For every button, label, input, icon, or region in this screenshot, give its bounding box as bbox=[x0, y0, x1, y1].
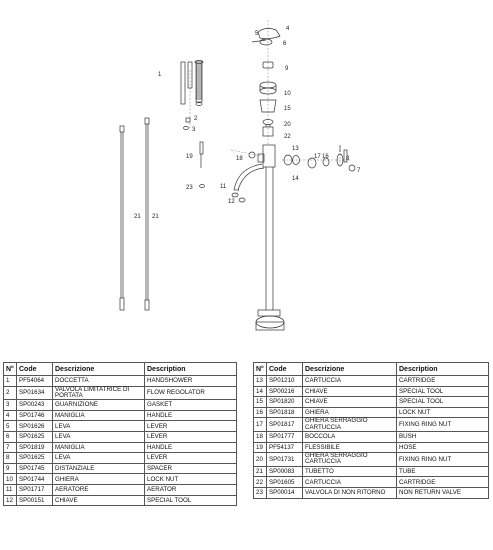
callout-19: 19 bbox=[186, 154, 193, 160]
spout bbox=[238, 168, 264, 190]
part-description: LOCK NUT bbox=[145, 474, 237, 485]
callout-21b: 21 bbox=[152, 214, 159, 220]
table-row bbox=[254, 442, 489, 453]
part-descrizione: GHIERA SERRAGGIO CARTUCCIA bbox=[303, 453, 397, 467]
part-number: 18 bbox=[254, 431, 267, 442]
part-code: SP01731 bbox=[267, 453, 303, 467]
table-row bbox=[254, 418, 489, 432]
part-code: SP00243 bbox=[17, 400, 53, 411]
callout-17: 17 bbox=[314, 154, 321, 160]
table-row bbox=[254, 477, 489, 488]
part-code: SP01744 bbox=[17, 474, 53, 485]
callout-8: 8 bbox=[346, 156, 350, 162]
callout-6: 6 bbox=[283, 41, 287, 47]
table-row bbox=[254, 407, 489, 418]
part-number: 14 bbox=[254, 386, 267, 397]
table-row bbox=[4, 386, 237, 400]
part-number: 17 bbox=[254, 418, 267, 432]
part-number: 16 bbox=[254, 407, 267, 418]
col-header-code: Code bbox=[267, 363, 303, 376]
table-row bbox=[4, 463, 237, 474]
part-description: TUBE bbox=[397, 466, 489, 477]
part-number: 11 bbox=[4, 484, 17, 495]
part-code: SP01818 bbox=[267, 407, 303, 418]
mixer-body bbox=[263, 145, 275, 167]
part-description: HOSE bbox=[397, 442, 489, 453]
part-code: SP01210 bbox=[267, 376, 303, 387]
part-descrizione: GHIERA bbox=[53, 474, 145, 485]
part-number: 1 bbox=[4, 376, 17, 387]
part-code: SP01625 bbox=[17, 453, 53, 464]
lever-5 bbox=[252, 40, 266, 42]
table-row bbox=[4, 442, 237, 453]
part-description: SPECIAL TOOL bbox=[397, 397, 489, 408]
part-description: AERATOR bbox=[145, 484, 237, 495]
part-code: SP01626 bbox=[17, 421, 53, 432]
part-descrizione: LEVA bbox=[53, 421, 145, 432]
part-description: FIXING RING NUT bbox=[397, 453, 489, 467]
part-descrizione: GHIERA bbox=[303, 407, 397, 418]
part-number: 23 bbox=[254, 487, 267, 498]
part-code: SP00083 bbox=[267, 466, 303, 477]
part-descrizione: DOCCETTA bbox=[53, 376, 145, 387]
callout-5: 5 bbox=[255, 31, 259, 37]
part-descrizione: CHIAVE bbox=[303, 386, 397, 397]
callout-22: 22 bbox=[284, 134, 291, 140]
part-code: SP01605 bbox=[267, 477, 303, 488]
table-row bbox=[4, 421, 237, 432]
table-header-row bbox=[4, 363, 237, 376]
part-descrizione: LEVA bbox=[53, 453, 145, 464]
part-description: HANDLE bbox=[145, 410, 237, 421]
callout-3: 3 bbox=[192, 127, 196, 133]
part-descrizione: CARTUCCIA bbox=[303, 376, 397, 387]
callout-11: 11 bbox=[220, 184, 227, 190]
callout-2: 2 bbox=[194, 116, 198, 122]
handle-4 bbox=[258, 28, 280, 38]
part-description: CARTRIDGE bbox=[397, 477, 489, 488]
part-description: HANDSHOWER bbox=[145, 376, 237, 387]
table-row bbox=[4, 376, 237, 387]
part-description: SPECIAL TOOL bbox=[397, 386, 489, 397]
part-code: PF54064 bbox=[17, 376, 53, 387]
part-code: SP01817 bbox=[267, 418, 303, 432]
table-row bbox=[4, 453, 237, 464]
part-number: 8 bbox=[4, 453, 17, 464]
part-description: HANDLE bbox=[145, 442, 237, 453]
part-descrizione: AERATORE bbox=[53, 484, 145, 495]
part-code: SP00216 bbox=[267, 386, 303, 397]
part-number: 13 bbox=[254, 376, 267, 387]
part-code: SP00151 bbox=[17, 495, 53, 506]
col-header-description: Description bbox=[145, 363, 237, 376]
part-number: 5 bbox=[4, 421, 17, 432]
part-code: SP01746 bbox=[17, 410, 53, 421]
part-descrizione: CARTUCCIA bbox=[303, 477, 397, 488]
table-row bbox=[4, 495, 237, 506]
part-description: LOCK NUT bbox=[397, 407, 489, 418]
part-descrizione: CHIAVE bbox=[303, 397, 397, 408]
part-descrizione: GUARNIZIONE bbox=[53, 400, 145, 411]
part-number: 7 bbox=[4, 442, 17, 453]
part-number: 9 bbox=[4, 463, 17, 474]
table-row bbox=[254, 431, 489, 442]
callout-15: 15 bbox=[284, 106, 291, 112]
part-code: SP01625 bbox=[17, 431, 53, 442]
part-description: BUSH bbox=[397, 431, 489, 442]
callout-7: 7 bbox=[357, 168, 361, 174]
callout-18: 18 bbox=[236, 156, 243, 162]
col-header-descrizione: Descrizione bbox=[53, 363, 145, 376]
part-description: LEVER bbox=[145, 431, 237, 442]
part-number: 21 bbox=[254, 466, 267, 477]
col-header-code: Code bbox=[17, 363, 53, 376]
part-code: SP01820 bbox=[267, 397, 303, 408]
table-row bbox=[254, 453, 489, 467]
part-number: 2 bbox=[4, 386, 17, 400]
callout-1: 1 bbox=[158, 72, 162, 78]
table-row bbox=[4, 410, 237, 421]
part-number: 12 bbox=[4, 495, 17, 506]
part-descrizione: DISTANZIALE bbox=[53, 463, 145, 474]
part-description: LEVER bbox=[145, 421, 237, 432]
callout-9: 9 bbox=[285, 66, 289, 72]
callout-23: 23 bbox=[186, 185, 193, 191]
table-row bbox=[254, 397, 489, 408]
part-code: SP01819 bbox=[17, 442, 53, 453]
col-header-descrizione: Descrizione bbox=[303, 363, 397, 376]
part-descrizione: BOCCOLA bbox=[303, 431, 397, 442]
part-descrizione: CHIAVE bbox=[53, 495, 145, 506]
part-number: 19 bbox=[254, 442, 267, 453]
part-code: SP00014 bbox=[267, 487, 303, 498]
part-code: SP01717 bbox=[17, 484, 53, 495]
callout-16: 16 bbox=[322, 154, 329, 160]
table-row bbox=[4, 431, 237, 442]
part-code: PF54137 bbox=[267, 442, 303, 453]
part-description: GASKET bbox=[145, 400, 237, 411]
part-description: NON RETURN VALVE bbox=[397, 487, 489, 498]
part-description: SPECIAL TOOL bbox=[145, 495, 237, 506]
part-description: FLOW REGOLATOR bbox=[145, 386, 237, 400]
table-row bbox=[254, 487, 489, 498]
part-descrizione: VALVOLA DI NON RITORNO bbox=[303, 487, 397, 498]
callout-12: 12 bbox=[228, 199, 235, 205]
part-number: 22 bbox=[254, 477, 267, 488]
callout-10: 10 bbox=[284, 91, 291, 97]
part-descrizione: GHIERA SERRAGGIO CARTUCCIA bbox=[303, 418, 397, 432]
part-number: 3 bbox=[4, 400, 17, 411]
part-descrizione: VALVOLA LIMITATRICE DI PORTATA bbox=[53, 386, 145, 400]
part-code: SP01634 bbox=[17, 386, 53, 400]
part-description: SPACER bbox=[145, 463, 237, 474]
col-header-n: N° bbox=[254, 363, 267, 376]
part-descrizione: MANIGLIA bbox=[53, 442, 145, 453]
handshower-1 bbox=[181, 62, 185, 104]
part-description: FIXING RING NUT bbox=[397, 418, 489, 432]
part-code: SP01745 bbox=[17, 463, 53, 474]
part-description: LEVER bbox=[145, 453, 237, 464]
parts-table-left bbox=[3, 362, 237, 506]
callout-21a: 21 bbox=[134, 214, 141, 220]
table-row bbox=[4, 474, 237, 485]
callout-4: 4 bbox=[286, 26, 290, 32]
part-descrizione: LEVA bbox=[53, 431, 145, 442]
part-descrizione: TUBETTO bbox=[303, 466, 397, 477]
lever-5-head bbox=[260, 39, 272, 45]
table-row bbox=[4, 400, 237, 411]
part-description: CARTRIDGE bbox=[397, 376, 489, 387]
part-number: 6 bbox=[4, 431, 17, 442]
table-header-row bbox=[254, 363, 489, 376]
table-row bbox=[254, 386, 489, 397]
table-row bbox=[254, 466, 489, 477]
table-row bbox=[254, 376, 489, 387]
parts-table-right bbox=[253, 362, 489, 499]
col-header-n: N° bbox=[4, 363, 17, 376]
part-number: 10 bbox=[4, 474, 17, 485]
callout-13: 13 bbox=[292, 146, 299, 152]
part-descrizione: MANIGLIA bbox=[53, 410, 145, 421]
part-descrizione: FLESSIBILE bbox=[303, 442, 397, 453]
part-number: 15 bbox=[254, 397, 267, 408]
part-code: SP01777 bbox=[267, 431, 303, 442]
part-number: 20 bbox=[254, 453, 267, 467]
col-header-description: Description bbox=[397, 363, 489, 376]
callout-20: 20 bbox=[284, 122, 291, 128]
part-number: 4 bbox=[4, 410, 17, 421]
table-row bbox=[4, 484, 237, 495]
callout-14: 14 bbox=[292, 176, 299, 182]
handle-7 bbox=[349, 165, 355, 171]
